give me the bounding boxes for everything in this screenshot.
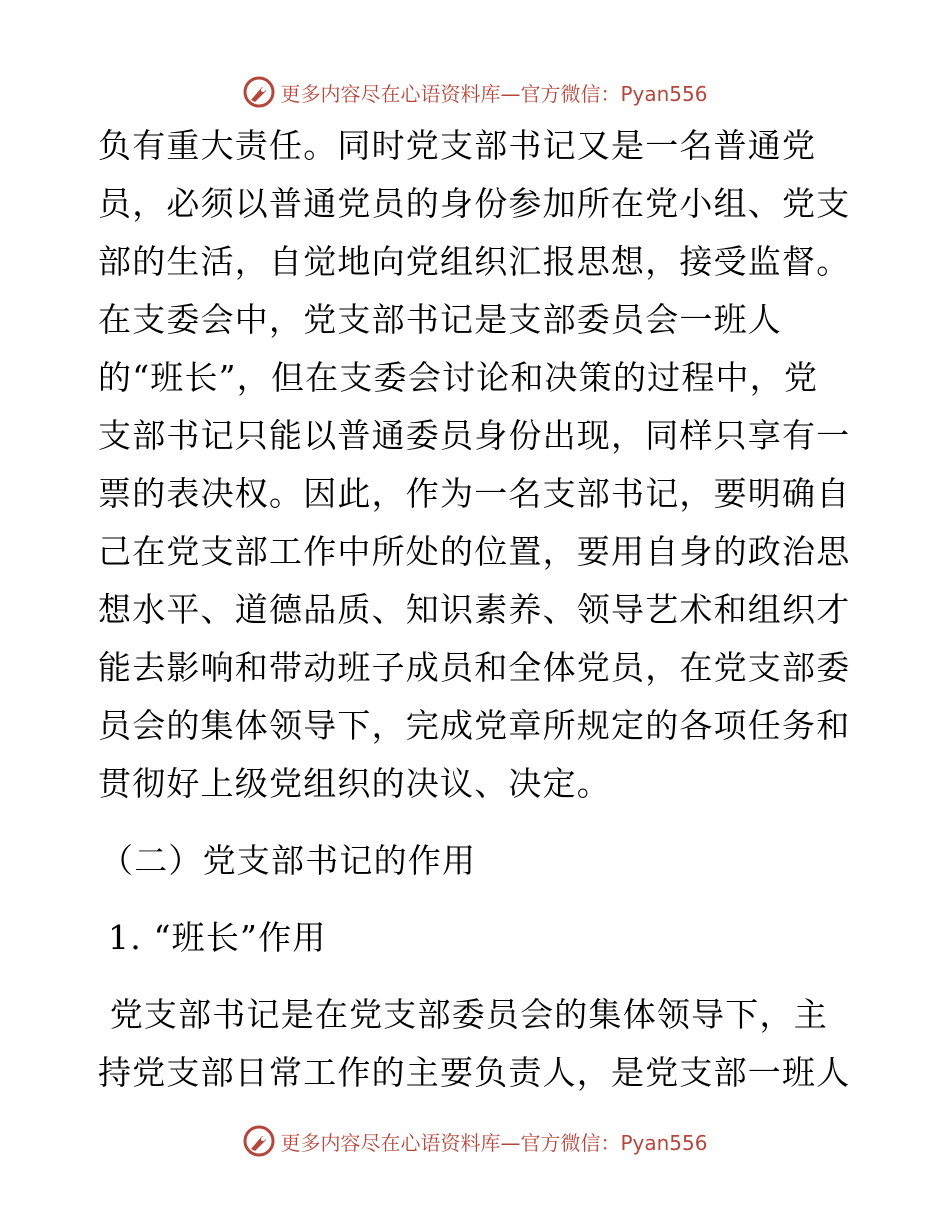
watermark-top — [0, 72, 950, 112]
paragraph-line: 员会的集体领导下，完成党章所规定的各项任务和 — [98, 706, 851, 745]
watermark-text: 更多内容尽在心语资料库—官方微信：Pyan556 — [280, 1130, 708, 1155]
paragraph-line: 党支部书记是在党支部委员会的集体领导下，主 — [98, 995, 828, 1034]
watermark-text: 更多内容尽在心语资料库—官方微信：Pyan556 — [280, 81, 708, 106]
paragraph-line: 票的表决权。因此，作为一名支部书记，要明确自 — [98, 474, 851, 513]
paragraph-line: 持党支部日常工作的主要负责人，是党支部一班人 — [98, 1053, 851, 1092]
paragraph-line: 支部书记只能以普通委员身份出现，同样只享有一 — [98, 416, 851, 455]
paragraph-line: 负有重大责任。同时党支部书记又是一名普通党 — [98, 126, 817, 165]
pen-nib-icon — [242, 75, 276, 109]
paragraph-line: 的“班长”，但在支委会讨论和决策的过程中，党 — [98, 358, 819, 397]
paragraph-line: 想水平、道德品质、知识素养、领导艺术和组织才 — [98, 590, 851, 629]
subsection-heading: 1. “班长”作用 — [108, 918, 327, 957]
paragraph-1 — [98, 117, 858, 813]
watermark-bottom — [0, 1121, 950, 1161]
paragraph-line: 员，必须以普通党员的身份参加所在党小组、党支 — [98, 184, 851, 223]
pen-nib-icon — [242, 1124, 276, 1158]
paragraph-line: 在支委会中，党支部书记是支部委员会一班人 — [98, 300, 782, 339]
paragraph-line: 己在党支部工作中所处的位置，要用自身的政治思 — [98, 532, 851, 571]
section-heading: （二）党支部书记的作用 — [100, 841, 477, 880]
paragraph-line: 部的生活，自觉地向党组织汇报思想，接受监督。 — [98, 242, 851, 281]
paragraph-line: 能去影响和带动班子成员和全体党员，在党支部委 — [98, 648, 851, 687]
paragraph-2 — [98, 986, 858, 1102]
paragraph-line: 贯彻好上级党组织的决议、决定。 — [98, 764, 611, 803]
